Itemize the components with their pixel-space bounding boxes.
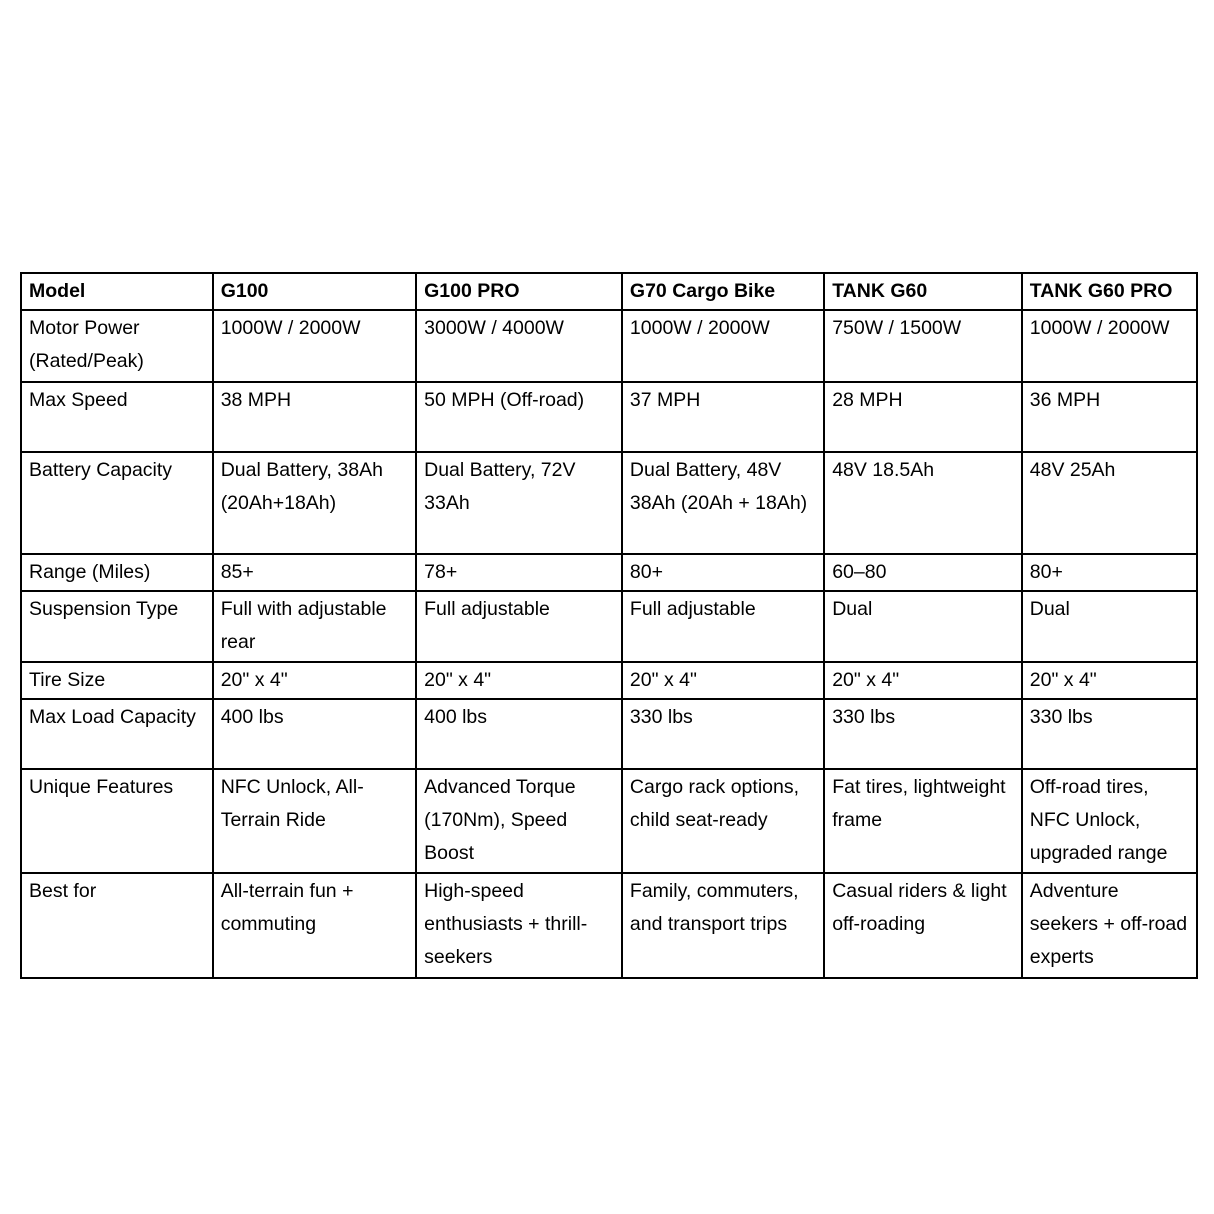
- cell-tire-g100: 20" x 4": [213, 662, 416, 699]
- cell-motor-power-g100: 1000W / 2000W: [213, 310, 416, 382]
- cell-unique-g100-pro: Advanced Torque (170Nm), Speed Boost: [416, 769, 622, 873]
- row-label-motor-power: Motor Power (Rated/Peak): [21, 310, 213, 382]
- cell-range-g100-pro: 78+: [416, 554, 622, 591]
- cell-battery-g70: Dual Battery, 48V 38Ah (20Ah + 18Ah): [622, 452, 824, 554]
- table-row-max-load: [21, 699, 1197, 769]
- cell-battery-g100: Dual Battery, 38Ah (20Ah+18Ah): [213, 452, 416, 554]
- cell-unique-g100: NFC Unlock, All-Terrain Ride: [213, 769, 416, 873]
- column-header-tank-g60-pro: TANK G60 PRO: [1022, 273, 1197, 310]
- cell-max-load-tank-g60-pro: 330 lbs: [1022, 699, 1197, 769]
- cell-range-g70: 80+: [622, 554, 824, 591]
- row-label-best-for: Best for: [21, 873, 213, 978]
- cell-tire-g70: 20" x 4": [622, 662, 824, 699]
- cell-range-tank-g60: 60–80: [824, 554, 1022, 591]
- cell-tire-tank-g60: 20" x 4": [824, 662, 1022, 699]
- cell-motor-power-tank-g60-pro: 1000W / 2000W: [1022, 310, 1197, 382]
- cell-max-load-g100: 400 lbs: [213, 699, 416, 769]
- cell-suspension-g100: Full with adjustable rear: [213, 591, 416, 662]
- cell-best-for-g100-pro: High-speed enthusiasts + thrill-seekers: [416, 873, 622, 978]
- cell-motor-power-g70: 1000W / 2000W: [622, 310, 824, 382]
- cell-best-for-g70: Family, commuters, and transport trips: [622, 873, 824, 978]
- table-row-motor-power: [21, 310, 1197, 382]
- table-row-unique-features: [21, 769, 1197, 873]
- cell-max-speed-tank-g60-pro: 36 MPH: [1022, 382, 1197, 452]
- table-row-tire-size: [21, 662, 1197, 699]
- cell-unique-tank-g60: Fat tires, lightweight frame: [824, 769, 1022, 873]
- row-label-max-load: Max Load Capacity: [21, 699, 213, 769]
- cell-range-g100: 85+: [213, 554, 416, 591]
- cell-unique-g70: Cargo rack options, child seat-ready: [622, 769, 824, 873]
- table-row-best-for: [21, 873, 1197, 978]
- column-header-g100-pro: G100 PRO: [416, 273, 622, 310]
- row-label-unique-features: Unique Features: [21, 769, 213, 873]
- cell-tire-tank-g60-pro: 20" x 4": [1022, 662, 1197, 699]
- cell-tire-g100-pro: 20" x 4": [416, 662, 622, 699]
- cell-motor-power-tank-g60: 750W / 1500W: [824, 310, 1022, 382]
- row-label-suspension: Suspension Type: [21, 591, 213, 662]
- column-header-g70-cargo-bike: G70 Cargo Bike: [622, 273, 824, 310]
- cell-best-for-tank-g60: Casual riders & light off-roading: [824, 873, 1022, 978]
- cell-max-speed-tank-g60: 28 MPH: [824, 382, 1022, 452]
- row-label-range: Range (Miles): [21, 554, 213, 591]
- cell-range-tank-g60-pro: 80+: [1022, 554, 1197, 591]
- cell-max-speed-g70: 37 MPH: [622, 382, 824, 452]
- column-header-tank-g60: TANK G60: [824, 273, 1022, 310]
- cell-suspension-tank-g60-pro: Dual: [1022, 591, 1197, 662]
- cell-suspension-tank-g60: Dual: [824, 591, 1022, 662]
- table-row-suspension: [21, 591, 1197, 662]
- cell-max-load-tank-g60: 330 lbs: [824, 699, 1022, 769]
- row-label-battery-capacity: Battery Capacity: [21, 452, 213, 554]
- cell-battery-tank-g60-pro: 48V 25Ah: [1022, 452, 1197, 554]
- column-header-model: Model: [21, 273, 213, 310]
- cell-motor-power-g100-pro: 3000W / 4000W: [416, 310, 622, 382]
- cell-max-load-g100-pro: 400 lbs: [416, 699, 622, 769]
- column-header-g100: G100: [213, 273, 416, 310]
- cell-max-load-g70: 330 lbs: [622, 699, 824, 769]
- table-row-max-speed: [21, 382, 1197, 452]
- cell-battery-tank-g60: 48V 18.5Ah: [824, 452, 1022, 554]
- cell-max-speed-g100-pro: 50 MPH (Off-road): [416, 382, 622, 452]
- header-row: [21, 273, 1197, 310]
- table-row-range: [21, 554, 1197, 591]
- cell-suspension-g100-pro: Full adjustable: [416, 591, 622, 662]
- cell-max-speed-g100: 38 MPH: [213, 382, 416, 452]
- table-row-battery-capacity: [21, 452, 1197, 554]
- cell-unique-tank-g60-pro: Off-road tires, NFC Unlock, upgraded range: [1022, 769, 1197, 873]
- cell-battery-g100-pro: Dual Battery, 72V 33Ah: [416, 452, 622, 554]
- cell-best-for-tank-g60-pro: Adventure seekers + off-road experts: [1022, 873, 1197, 978]
- bike-comparison-table: [20, 272, 1198, 979]
- cell-best-for-g100: All-terrain fun + commuting: [213, 873, 416, 978]
- row-label-tire-size: Tire Size: [21, 662, 213, 699]
- cell-suspension-g70: Full adjustable: [622, 591, 824, 662]
- row-label-max-speed: Max Speed: [21, 382, 213, 452]
